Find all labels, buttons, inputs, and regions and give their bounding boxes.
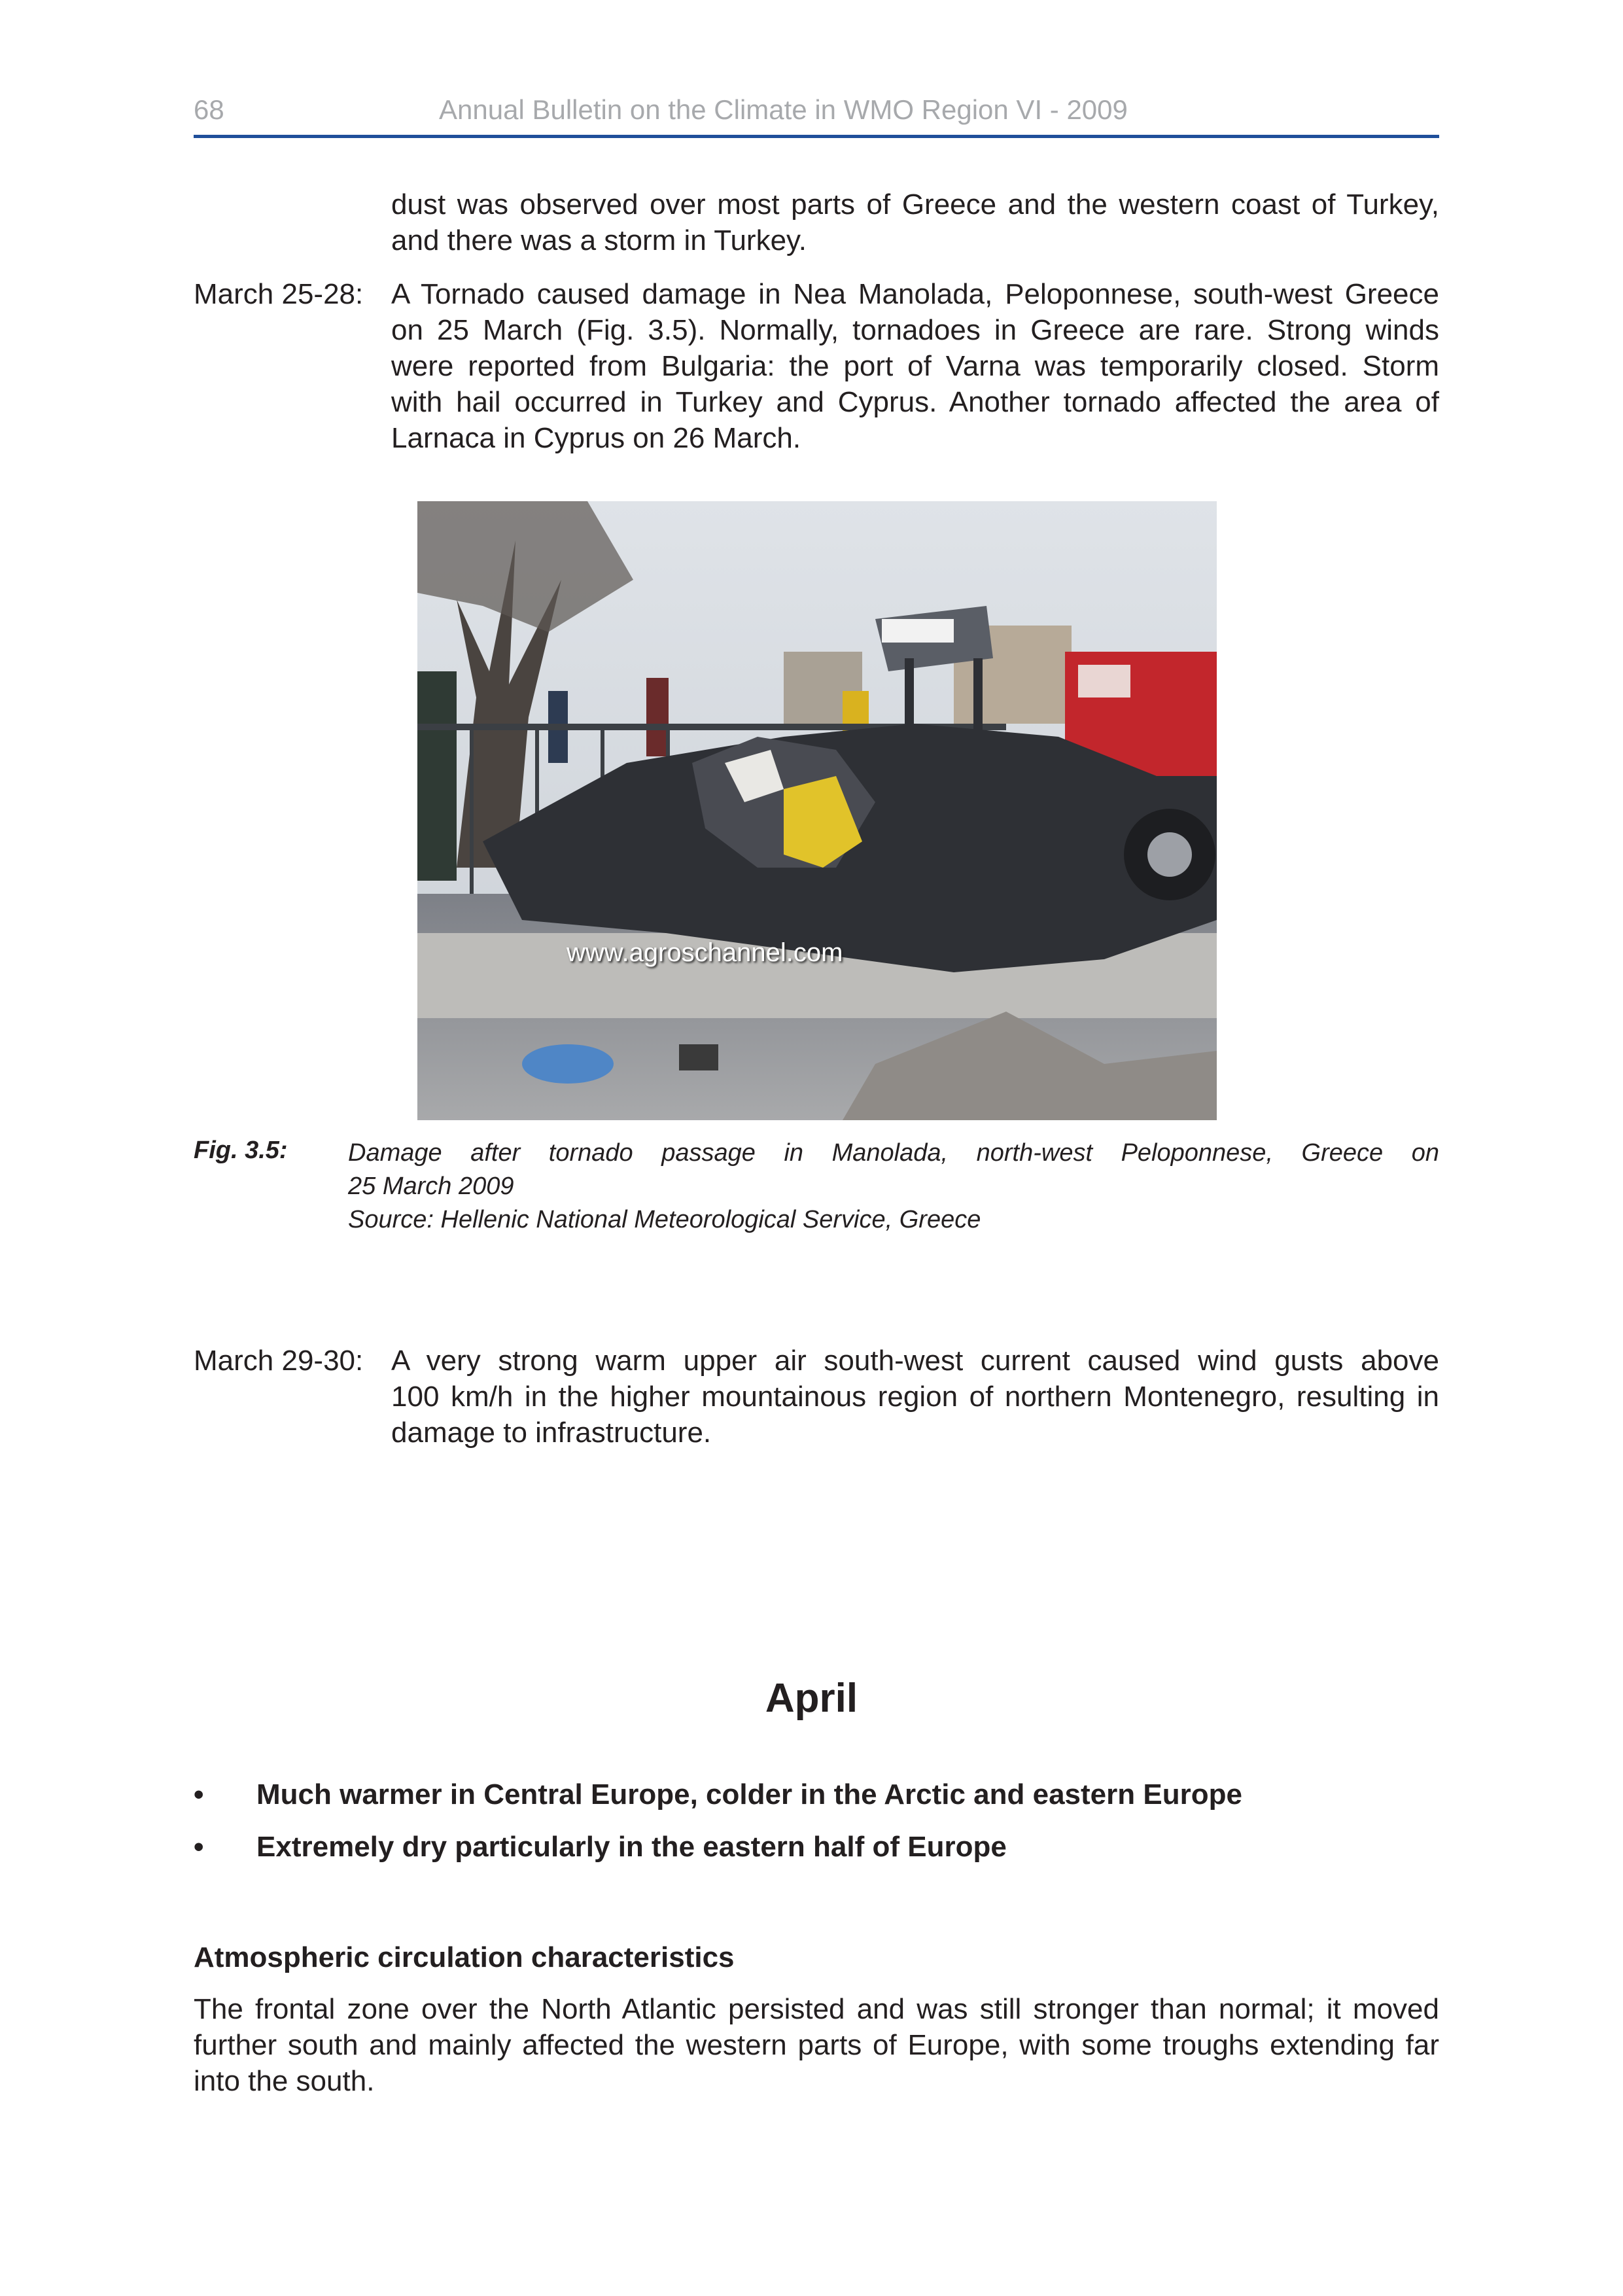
tornado-damage-photo [417, 501, 1217, 1120]
paragraph-line: A Tornado caused damage in Nea Manolada, Peloponnese, south-west Greece [391, 278, 1439, 310]
page-header [194, 89, 1439, 138]
event-text-march-29-30 [391, 1343, 1439, 1451]
running-title: Annual Bulletin on the Climate in WMO Region VI - 2009 [439, 94, 1128, 125]
caption-line: Damage after tornado passage in Manolada, north-west Peloponnese, Greece on [348, 1139, 1439, 1167]
intro-continuation [391, 186, 1439, 258]
caption-line: 25 March 2009 [348, 1173, 514, 1200]
paragraph-line: A very strong warm upper air south-west current caused wind gusts above [391, 1345, 1439, 1377]
subheading-atmospheric-circulation: Atmospheric circulation characteristics [194, 1941, 735, 1973]
bullet-marker: • [194, 1778, 204, 1810]
bullet-marker: • [194, 1831, 204, 1863]
bullet-text: Extremely dry particularly in the eastern half of Europe [256, 1831, 1007, 1863]
paragraph-line: 100 km/h in the higher mountainous region of northern Montenegro, resulting in [391, 1381, 1439, 1413]
page-number: 68 [194, 94, 224, 125]
paragraph-line: dust was observed over most parts of Greece and the western coast of Turkey, [391, 188, 1439, 221]
paragraph-line: and there was a storm in Turkey. [391, 224, 807, 256]
photo-watermark: www.agroschannel.com [567, 938, 843, 967]
paragraph-line: with hail occurred in Turkey and Cyprus. Another tornado affected the area of [391, 386, 1439, 418]
paragraph-line: further south and mainly affected the western parts of Europe, with some troughs extending far [194, 2029, 1439, 2061]
paragraph-line: The frontal zone over the North Atlantic persisted and was still stronger than normal; it moved [194, 1993, 1439, 2025]
event-date-march-29-30: March 29-30: [194, 1345, 364, 1377]
figure-label: Fig. 3.5: [194, 1137, 288, 1164]
paragraph-line: Larnaca in Cyprus on 26 March. [391, 422, 801, 454]
section-title-april: April [765, 1676, 858, 1721]
event-text-march-25-28 [391, 276, 1439, 456]
event-date-march-25-28: March 25-28: [194, 278, 364, 310]
caption-source: Source: Hellenic National Meteorological Service, Greece [348, 1206, 981, 1233]
bullet-text: Much warmer in Central Europe, colder in the Arctic and eastern Europe [256, 1778, 1242, 1810]
paragraph-line: damage to infrastructure. [391, 1417, 712, 1449]
april-paragraph [194, 1991, 1439, 2099]
paragraph-line: on 25 March (Fig. 3.5). Normally, tornadoes in Greece are rare. Strong winds [391, 314, 1439, 346]
figure-caption [348, 1137, 1439, 1237]
paragraph-line: into the south. [194, 2065, 375, 2097]
paragraph-line: were reported from Bulgaria: the port of Varna was temporarily closed. Storm [391, 350, 1439, 382]
